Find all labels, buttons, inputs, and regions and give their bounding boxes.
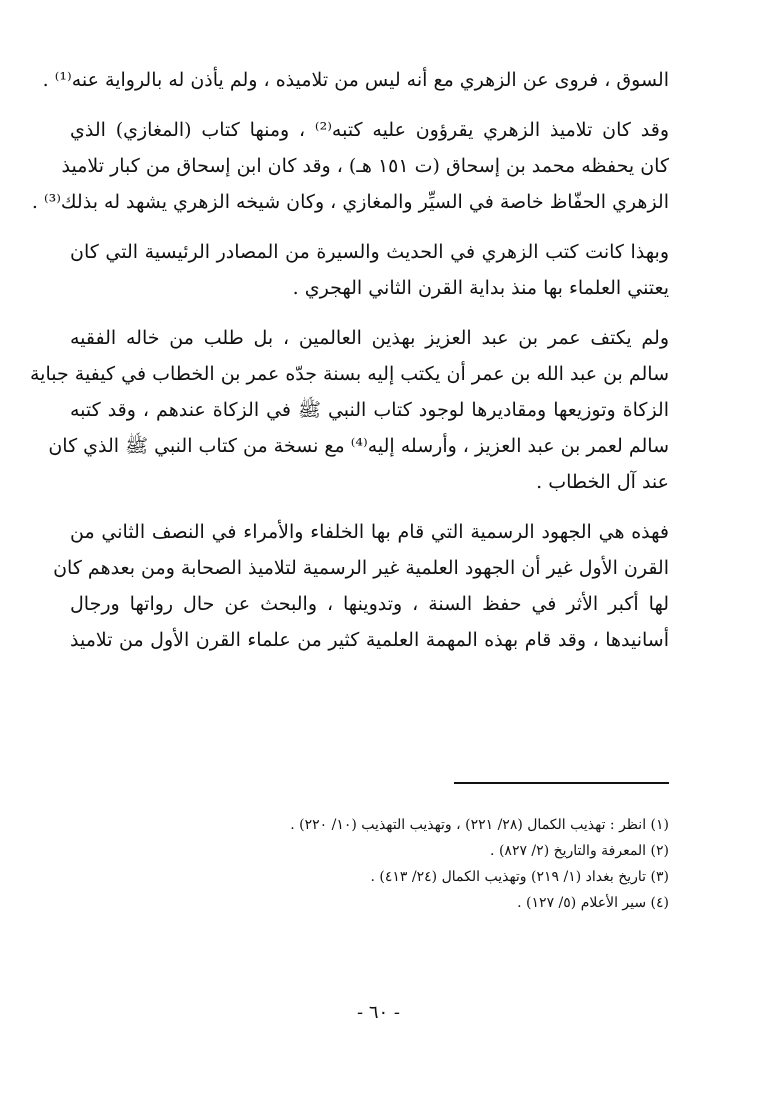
text-line: وقد كان تلاميذ الزهري يقرؤون عليه كتبه⁽²⁾ ، ومنها كتاب (المغازي) الذي bbox=[70, 119, 669, 141]
footnote-item: (٤) سير الأعلام (٥/ ١٢٧) . bbox=[517, 895, 669, 911]
text-line: يعتني العلماء بها منذ بداية القرن الثاني الهجري . bbox=[292, 277, 669, 299]
paragraph bbox=[70, 234, 669, 306]
main-text bbox=[29, 62, 669, 658]
paragraph bbox=[42, 62, 669, 98]
text-line: الزكاة وتوزيعها ومقاديرها لوجود كتاب النبي ﷺ في الزكاة عندهم ، وقد كتبه bbox=[70, 399, 669, 421]
text-line: فهذه هي الجهود الرسمية التي قام بها الخلفاء والأمراء في النصف الثاني من bbox=[70, 521, 669, 543]
text-line: أسانيدها ، وقد قام بهذه المهمة العلمية كثير من علماء القرن الأول من تلاميذ bbox=[70, 629, 669, 651]
paragraph bbox=[29, 320, 669, 500]
footnote-item: (١) انظر : تهذيب الكمال (٢٨/ ٢٢١) ، وتهذيب التهذيب (١٠/ ٢٢٠) . bbox=[290, 817, 669, 833]
text-line: لها أكبر الأثر في حفظ السنة ، وتدوينها ، والبحث عن حال رواتها ورجال bbox=[70, 593, 669, 615]
text-line: سالم لعمر بن عبد العزيز ، وأرسله إليه⁽⁴⁾ مع نسخة من كتاب النبي ﷺ الذي كان bbox=[48, 435, 669, 457]
footnote-item: (٣) تاريخ بغداد (١/ ٢١٩) وتهذيب الكمال (٢٤/ ٤١٣) . bbox=[370, 869, 669, 885]
paragraph bbox=[31, 112, 669, 220]
text-line: السوق ، فروى عن الزهري مع أنه ليس من تلاميذه ، ولم يأذن له بالرواية عنه⁽¹⁾ . bbox=[42, 69, 669, 91]
footnote-item: (٢) المعرفة والتاريخ (٢/ ٨٢٧) . bbox=[490, 843, 669, 859]
text-line: ولم يكتف عمر بن عبد العزيز بهذين العالمين ، بل طلب من خاله الفقيه bbox=[70, 327, 669, 349]
text-line: سالم بن عبد الله بن عمر أن يكتب إليه بسنة جدّه عمر بن الخطاب في كيفية جباية bbox=[29, 363, 669, 385]
footnotes bbox=[70, 812, 669, 916]
text-line: عند آل الخطاب . bbox=[536, 471, 669, 493]
text-line: الزهري الحفّاظ خاصة في السيِّر والمغازي ، وكان شيخه الزهري يشهد له بذلك⁽³⁾ . bbox=[31, 191, 669, 213]
text-line: كان يحفظه محمد بن إسحاق (ت ١٥١ هـ) ، وقد كان ابن إسحاق من كبار تلاميذ bbox=[61, 155, 669, 177]
page-number: - ٦٠ - bbox=[357, 1002, 400, 1023]
paragraph bbox=[53, 514, 669, 658]
text-line: وبهذا كانت كتب الزهري في الحديث والسيرة من المصادر الرئيسية التي كان bbox=[70, 241, 669, 263]
text-line: القرن الأول غير أن الجهود العلمية غير الرسمية لتلاميذ الصحابة ومن بعدهم كان bbox=[53, 557, 669, 579]
footnote-divider bbox=[454, 782, 669, 784]
